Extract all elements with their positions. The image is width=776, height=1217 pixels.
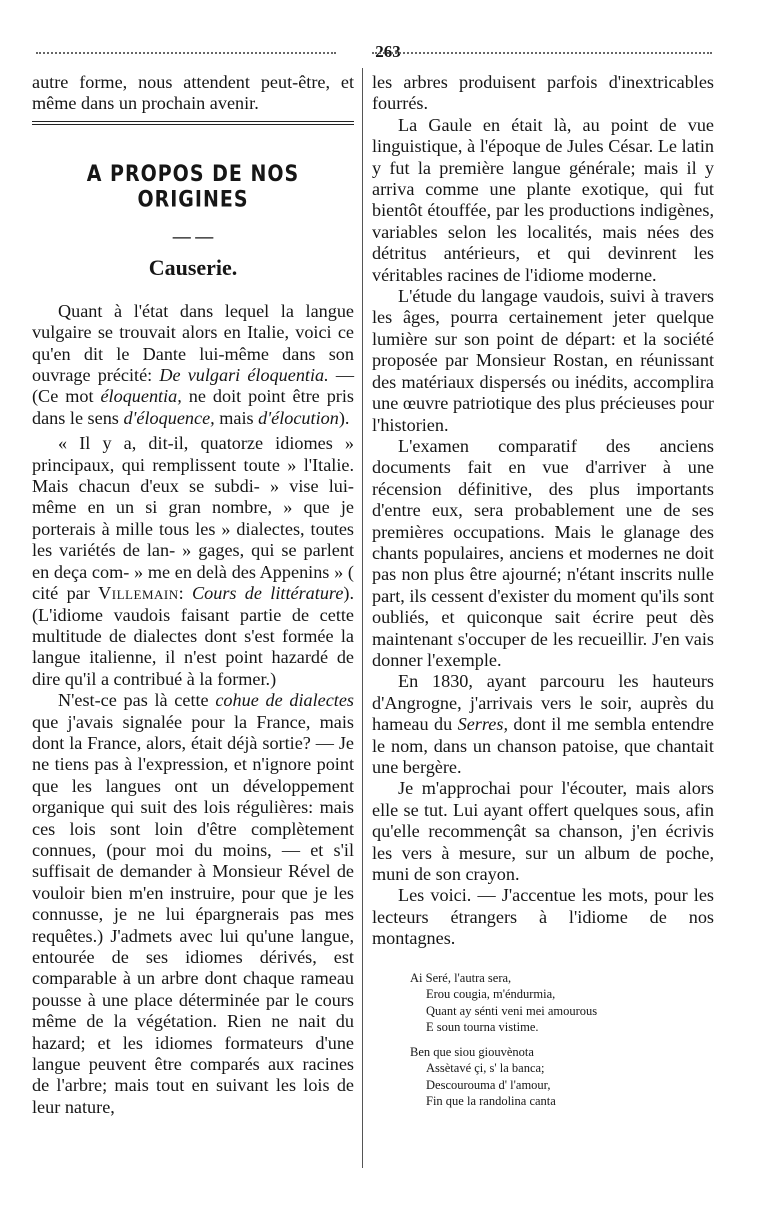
continued-paragraph-right: les arbres produisent parfois d'inextricables fourrés. [372,72,714,114]
header-rule-right [372,52,712,54]
poem-line: Quant ay sénti veni mei amourous [426,1003,598,1018]
section-rule [32,121,354,125]
right-column [372,72,714,1118]
paragraph-approche: Je m'approchai pour l'écouter, mais alors elle se tut. Lui ayant offert quelques sous, afin qu'elle recommençât sa chanson, j'en écrivis les vers à mesure, sur un album de poche, muni de son crayon. [372,778,714,885]
poem-stanza-1 [410,970,714,1036]
poem-line: Ben que siou giouvènota [410,1044,534,1059]
poem-line: Fin que la randolina canta [426,1094,556,1109]
page-number: 263 [375,42,401,61]
paragraph-examen: L'examen comparatif des anciens documents fait en vue d'arriver à une récension définitive, des plus importants d'entre eux, sera probablement une de ses premières occupations. Mais le glanage des chants populaires, anciens et modernes ne doit pas non plus être ajourné; n'étant inscrits nulle part, ils cessent d'exister du moment qu'ils sont oubliés, et quiconque sait écrire peut dès maintenant s'occuper de les recueillir. J'en vais donner l'exemple. [372,435,714,670]
article-subtitle: Causerie. [148,254,238,280]
column-divider [362,68,363,1168]
paragraph-voici: Les voici. — J'accentue les mots, pour les lecteurs étrangers à l'idiome de nos montagnes. [372,885,714,949]
patois-poem [410,970,714,1110]
header-rule-left [36,52,336,54]
poem-line: Assètavé çi, s' la banca; [426,1061,545,1076]
dante-quotation: « Il y a, dit-il, quatorze idiomes » principaux, qui remplissent toute » l'Italie. Mais chacun d'eux se subdi- » vise lui-même en un si gran nombre, » que je porterais à mille tous les » dialectes, toutes les variétés de lan- » gages, qui se parlent en deça com- » me en delà des Appenins » ( cité par Villemain: Cours de littérature). (L'idiome vaudois faisant partie de cette multitude de dialectes dont s'est formée la langue italienne, il n'est point hazardé de dire qu'il a contribué à la former.) [32,433,354,689]
paragraph-vaudois: L'étude du langage vaudois, suivi à travers les âges, pourra certainement jeter quelque lumière sur son point de départ: et la société proposée par Monsieur Rostan, en réunissant des matériaux dispersés ou inédits, accomplira une œuvre patriotique des plus précieuses pour l'historien. [372,286,714,435]
poem-line: Ai Seré, l'autra sera, [410,970,512,985]
poem-line: Erou cougia, m'éndurmia, [426,987,556,1002]
paragraph-1830: En 1830, ayant parcouru les hauteurs d'Angrogne, j'arrivais vers le soir, auprès du hameau du Serres, dont il me sembla entendre le nom, dans un chanson patoise, que chantait une bergère. [372,671,714,777]
poem-line: E soun tourna vistime. [426,1020,539,1035]
paragraph-cohue: N'est-ce pas là cette cohue de dialectes que j'avais signalée pour la France, mais dont la France, alors, était déjà sortie? — Je ne tiens pas à l'expression, et n'ignore point que les langues ont un développement organique qui suit des lois régulières: mais ces lois sont loin d'être complètement connues, (pour moi du moins, — et s'il suffisait de demander à Monsieur Rével de vouloir bien m'en instruire, pour que je les connusse, je ne lui épargnerais pas mes requêtes.) J'admets avec lui qu'une langue, entourée de ses idiomes dérivés, est comparable à un arbre dont chaque rameau pousse à une place déterminée par le cours même de la végétation. Rien ne nait du hazard; et les idiomes formateurs d'une langue peuvent être comparés aux racines de l'arbre; mais tout en suivant les lois de leur nature, [32,690,354,1117]
left-column [32,72,354,1118]
paragraph-gaule: La Gaule en était là, au point de vue linguistique, à l'époque de Jules César. Le latin y fut la première langue générale; mais il y arriva comme une plante exotique, qui fut bientôt étouffée, par les productions indigènes, variables selon les localités, mais nées des détritus antérieurs, et qui devinrent les véritables racines de l'idiome moderne. [372,114,714,285]
poem-stanza-2 [410,1044,714,1110]
poem-line: Descourouma d' l'amour, [426,1077,551,1092]
paragraph-dante: Quant à l'état dans lequel la langue vulgaire se trouvait alors en Italie, voici ce qu'en dit le Dante lui-même dans son ouvrage précité: De vulgari éloquentia. — (Ce mot éloquentia, ne doit point être pris dans le sens d'éloquence, mais d'élocution). [32,300,354,428]
title-separator: — — [172,225,214,246]
article-title: A PROPOS DE NOS ORIGINES [86,161,300,213]
continued-paragraph: autre forme, nous attendent peut-être, et même dans un prochain avenir. [32,72,354,114]
